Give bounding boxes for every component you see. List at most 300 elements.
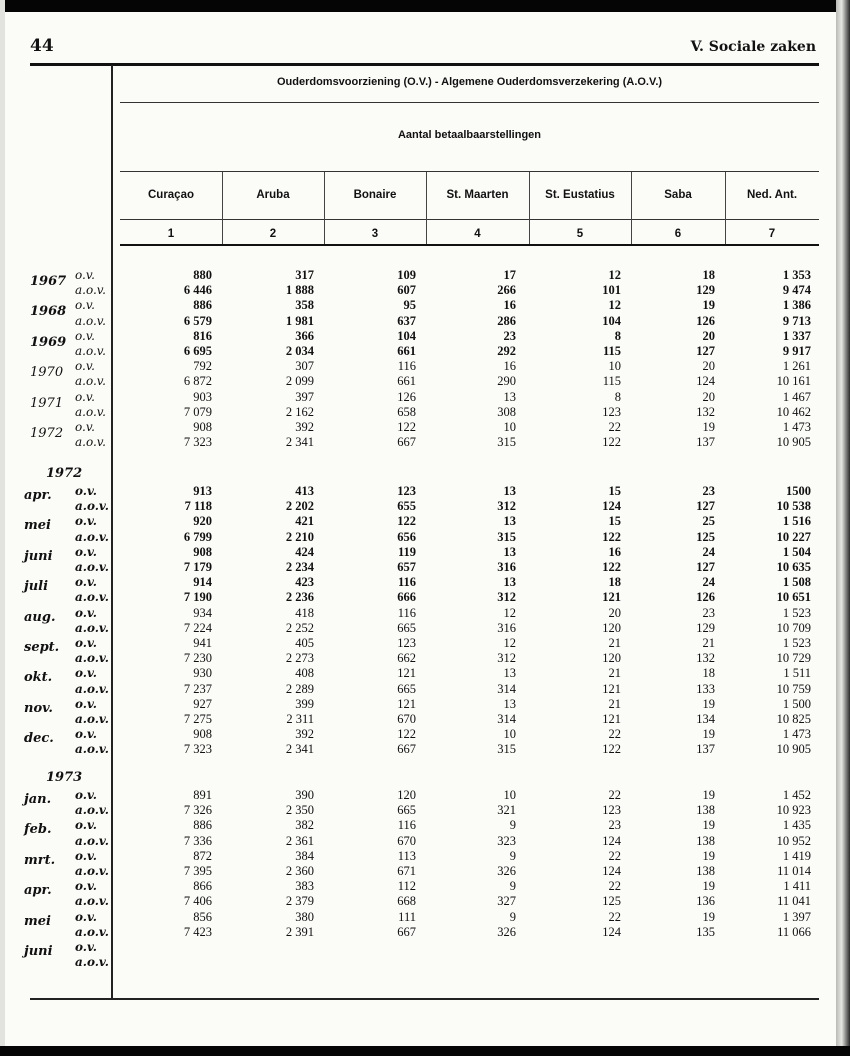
column-header: Bonaire: [353, 189, 397, 201]
table-cell: 7 423: [183, 924, 212, 939]
table-cell: 6 446: [183, 283, 212, 298]
table-cell: 124: [602, 864, 621, 878]
table-cell: 1 504: [782, 544, 811, 559]
table-cell: 22: [608, 727, 621, 742]
table-cell: 23: [702, 605, 715, 620]
table-cell: 21: [608, 666, 621, 681]
table-cell: 137: [696, 742, 715, 757]
table-cell: 10 538: [776, 499, 811, 514]
column-number: 7: [768, 228, 776, 240]
table-cell: 1 523: [782, 636, 811, 650]
table-cell: 111: [398, 909, 416, 924]
page-number: 44: [30, 36, 54, 56]
table-cell: 323: [497, 833, 516, 848]
row-kind: o.v.: [75, 268, 95, 282]
table-cell: 138: [696, 864, 715, 878]
month-label: aug.: [24, 609, 56, 625]
table-cell: 116: [397, 818, 416, 833]
table-cell: 392: [295, 420, 314, 434]
row-kind: a.o.v.: [75, 924, 109, 939]
table-cell: 390: [295, 788, 314, 802]
table-cell: 2 341: [285, 742, 314, 757]
table-cell: 132: [696, 651, 715, 666]
table-cell: 8: [614, 389, 621, 404]
table-cell: 16: [503, 359, 516, 374]
row-kind: a.o.v.: [75, 955, 109, 970]
row-kind: a.o.v.: [75, 742, 109, 757]
table-cell: 657: [397, 560, 416, 574]
month-label: feb.: [24, 822, 52, 838]
table-cell: 16: [503, 298, 516, 313]
table-cell: 7 179: [183, 560, 212, 574]
row-kind: o.v.: [75, 359, 95, 374]
table-cell: 2 202: [285, 499, 314, 514]
table-cell: 23: [702, 484, 715, 498]
row-kind: a.o.v.: [75, 313, 106, 328]
table-cell: 908: [193, 544, 212, 559]
table-cell: 423: [295, 575, 314, 590]
table-cell: 1 473: [782, 727, 811, 742]
table-cell: 1 337: [782, 328, 811, 343]
table-cell: 21: [702, 636, 715, 650]
table-cell: 9: [509, 879, 516, 894]
band-rule: [120, 102, 819, 103]
table-cell: 9 713: [782, 313, 811, 328]
table-cell: 667: [397, 435, 416, 450]
table-cell: 934: [193, 605, 212, 620]
row-kind: a.o.v.: [75, 712, 109, 726]
table-cell: 10 952: [776, 833, 811, 848]
table-cell: 19: [702, 420, 715, 434]
table-cell: 15: [608, 514, 621, 529]
table-cell: 872: [193, 848, 212, 863]
row-kind: o.v.: [75, 420, 95, 434]
table-cell: 7 275: [183, 712, 212, 726]
table-cell: 316: [497, 620, 516, 635]
bottom-rule: [30, 998, 819, 1000]
table-cell: 2 236: [285, 590, 314, 605]
table-cell: 126: [696, 313, 715, 328]
table-cell: 137: [696, 435, 715, 450]
table-cell: 21: [608, 636, 621, 650]
table-cell: 920: [193, 514, 212, 529]
table-cell: 2 034: [285, 344, 314, 358]
table-cell: 405: [295, 636, 314, 650]
table-cell: 12: [503, 636, 516, 650]
table-cell: 112: [397, 879, 416, 894]
table-cell: 19: [702, 298, 715, 313]
year-label: 1967: [30, 274, 67, 289]
column-header: Aruba: [256, 189, 290, 201]
month-label: juli: [24, 579, 49, 595]
table-cell: 132: [696, 404, 715, 419]
table-cell: 321: [497, 803, 516, 818]
table-cell: 792: [193, 359, 212, 374]
table-cell: 16: [608, 544, 621, 559]
table-cell: 315: [497, 435, 516, 450]
table-cell: 21: [608, 696, 621, 711]
row-kind: o.v.: [75, 696, 97, 711]
table-cell: 413: [295, 484, 314, 498]
column-header: Saba: [664, 189, 692, 201]
table-cell: 121: [602, 681, 621, 696]
table-cell: 9: [509, 909, 516, 924]
year-label: 1970: [30, 365, 64, 381]
table-cell: 10: [503, 420, 516, 434]
table-cell: 134: [696, 712, 715, 726]
table-cell: 1 500: [782, 696, 811, 711]
table-cell: 23: [503, 328, 516, 343]
table-cell: 10 227: [776, 529, 811, 544]
column-header: Ned. Ant.: [746, 189, 798, 201]
table-cell: 1 981: [285, 313, 314, 328]
table-cell: 7 323: [183, 742, 212, 757]
row-kind: a.o.v.: [75, 590, 109, 605]
table-cell: 124: [696, 374, 715, 389]
row-kind: a.o.v.: [75, 620, 109, 635]
table-cell: 13: [503, 484, 516, 498]
table-cell: 7 224: [183, 620, 212, 635]
row-kind: a.o.v.: [75, 833, 109, 848]
table-cell: 866: [193, 879, 212, 894]
table-cell: 316: [497, 560, 516, 574]
table-cell: 307: [295, 359, 314, 374]
row-kind: a.o.v.: [75, 404, 106, 419]
table-cell: 315: [497, 529, 516, 544]
table-cell: 667: [397, 742, 416, 757]
table-cell: 8: [614, 328, 621, 343]
row-kind: a.o.v.: [75, 894, 109, 909]
table-cell: 113: [397, 848, 416, 863]
column-number: 3: [371, 228, 379, 240]
row-kind: a.o.v.: [75, 499, 109, 514]
scan-left-edge: [0, 0, 5, 1056]
table-cell: 13: [503, 544, 516, 559]
table-cell: 7 079: [183, 404, 212, 419]
table-cell: 914: [193, 575, 212, 590]
row-kind: o.v.: [75, 818, 97, 833]
table-cell: 10 923: [776, 803, 811, 818]
table-cell: 1 467: [782, 389, 811, 404]
table-cell: 1 511: [783, 666, 811, 681]
table-cell: 129: [696, 283, 715, 298]
stub-column-rule: [111, 65, 113, 998]
month-label: jan.: [24, 792, 52, 807]
row-kind: a.o.v.: [75, 681, 109, 696]
table-cell: 125: [696, 529, 715, 544]
table-cell: 122: [602, 742, 621, 757]
table-cell: 123: [397, 636, 416, 650]
table-cell: 1 397: [782, 909, 811, 924]
table-cell: 6 872: [183, 374, 212, 389]
table-cell: 20: [608, 605, 621, 620]
column-number-rule: [120, 244, 819, 246]
table-cell: 7 395: [183, 864, 212, 878]
table-cell: 22: [608, 788, 621, 802]
table-cell: 15: [608, 484, 621, 498]
table-cell: 880: [193, 268, 212, 282]
table-cell: 19: [702, 879, 715, 894]
table-cell: 671: [397, 864, 416, 878]
column-number: 6: [674, 228, 682, 240]
table-cell: 10 905: [776, 435, 811, 450]
row-kind: a.o.v.: [75, 864, 109, 878]
table-cell: 308: [497, 404, 516, 419]
table-cell: 13: [503, 575, 516, 590]
month-label: sept.: [24, 640, 60, 655]
table-cell: 6 799: [183, 529, 212, 544]
table-cell: 18: [608, 575, 621, 590]
table-cell: 421: [295, 514, 314, 529]
table-cell: 135: [696, 924, 715, 939]
table-cell: 6 695: [183, 344, 212, 358]
table-cell: 10 651: [776, 590, 811, 605]
table-cell: 314: [497, 712, 516, 726]
table-cell: 120: [397, 788, 416, 802]
month-label: apr.: [24, 883, 52, 899]
table-cell: 7 326: [183, 803, 212, 818]
table-cell: 22: [608, 848, 621, 863]
table-cell: 20: [702, 328, 715, 343]
table-cell: 104: [602, 313, 621, 328]
table-cell: 2 360: [285, 864, 314, 878]
table-cell: 1 452: [782, 788, 811, 802]
table-cell: 9 917: [782, 344, 811, 358]
column-number: 4: [474, 228, 481, 240]
table-cell: 418: [295, 605, 314, 620]
table-cell: 655: [397, 499, 416, 514]
group-year-label: 1973: [46, 770, 83, 785]
table-cell: 125: [602, 894, 621, 909]
table-cell: 2 391: [285, 924, 314, 939]
table-cell: 11 014: [777, 864, 811, 878]
table-cell: 1 353: [782, 268, 811, 282]
table-cell: 891: [193, 788, 212, 802]
table-cell: 19: [702, 909, 715, 924]
month-label: apr.: [24, 488, 52, 503]
table-cell: 661: [397, 344, 416, 358]
table-cell: 121: [397, 696, 416, 711]
row-kind: o.v.: [75, 514, 97, 529]
table-cell: 22: [608, 909, 621, 924]
group-year-label: 1972: [46, 466, 83, 481]
table-cell: 10 161: [776, 374, 811, 389]
table-cell: 126: [397, 389, 416, 404]
table-cell: 136: [696, 894, 715, 909]
table-cell: 312: [497, 651, 516, 666]
table-cell: 13: [503, 389, 516, 404]
table-cell: 121: [602, 590, 621, 605]
table-cell: 9 474: [782, 283, 811, 298]
row-kind: o.v.: [75, 940, 97, 954]
table-cell: 1 508: [782, 575, 811, 590]
table-cell: 11 041: [777, 894, 811, 909]
table-cell: 2 252: [285, 620, 314, 635]
table-cell: 10 635: [776, 560, 811, 574]
table-cell: 1 261: [782, 359, 811, 374]
table-cell: 7 336: [183, 833, 212, 848]
table-cell: 665: [397, 620, 416, 635]
table-cell: 2 099: [285, 374, 314, 389]
scan-bottom-border: [0, 1046, 850, 1056]
table-cell: 383: [295, 879, 314, 894]
table-cell: 670: [397, 712, 416, 726]
table-cell: 10: [503, 727, 516, 742]
column-number: 1: [167, 228, 175, 240]
table-cell: 1 419: [782, 848, 811, 863]
table-cell: 661: [397, 374, 416, 389]
table-cell: 326: [497, 864, 516, 878]
table-cell: 10 825: [776, 712, 811, 726]
table-cell: 116: [397, 359, 416, 374]
table-cell: 10 905: [776, 742, 811, 757]
table-cell: 122: [602, 435, 621, 450]
table-cell: 11 066: [777, 924, 811, 939]
table-cell: 665: [397, 803, 416, 818]
year-label: 1968: [30, 304, 67, 320]
table-cell: 10: [608, 359, 621, 374]
table-cell: 670: [397, 833, 416, 848]
table-cell: 327: [497, 894, 516, 909]
table-cell: 366: [295, 328, 314, 343]
table-cell: 129: [696, 620, 715, 635]
year-label: 1972: [30, 426, 64, 441]
table-cell: 23: [608, 818, 621, 833]
table-cell: 13: [503, 514, 516, 529]
table-cell: 668: [397, 894, 416, 909]
table-cell: 2 273: [285, 651, 314, 666]
table-cell: 662: [397, 651, 416, 666]
table-cell: 19: [702, 818, 715, 833]
table-cell: 19: [702, 727, 715, 742]
table-cell: 666: [397, 590, 416, 605]
table-cell: 1 888: [285, 283, 314, 298]
table-cell: 908: [193, 727, 212, 742]
table-cell: 122: [397, 420, 416, 434]
month-label: juni: [24, 548, 53, 564]
table-cell: 120: [602, 651, 621, 666]
month-label: mei: [24, 518, 51, 534]
row-kind: o.v.: [75, 909, 97, 924]
table-cell: 133: [696, 681, 715, 696]
table-cell: 380: [295, 909, 314, 924]
table-cell: 2 350: [285, 803, 314, 818]
table-cell: 10 462: [776, 404, 811, 419]
table-cell: 315: [497, 742, 516, 757]
month-label: mrt.: [24, 852, 56, 868]
table-cell: 13: [503, 696, 516, 711]
table-cell: 24: [702, 575, 715, 590]
table-cell: 116: [397, 575, 416, 590]
table-cell: 314: [497, 681, 516, 696]
table-cell: 2 341: [285, 435, 314, 450]
table-cell: 941: [193, 636, 212, 650]
table-cell: 19: [702, 696, 715, 711]
table-cell: 138: [696, 833, 715, 848]
table-cell: 886: [193, 298, 212, 313]
table-cell: 101: [602, 283, 621, 298]
row-kind: o.v.: [75, 636, 97, 650]
row-kind: a.o.v.: [75, 344, 106, 358]
table-cell: 18: [702, 268, 715, 282]
table-cell: 856: [193, 909, 212, 924]
subtitle-rule: [120, 171, 819, 172]
table-cell: 7 190: [183, 590, 212, 605]
row-kind: o.v.: [75, 605, 97, 620]
table-cell: 10 709: [776, 620, 811, 635]
table-cell: 358: [295, 298, 314, 313]
table-cell: 115: [602, 344, 621, 358]
row-kind: o.v.: [75, 788, 97, 802]
table-cell: 312: [497, 590, 516, 605]
table-cell: 121: [602, 712, 621, 726]
table-cell: 1 386: [782, 298, 811, 313]
table-cell: 1 411: [783, 879, 811, 894]
table-cell: 326: [497, 924, 516, 939]
table-cell: 2 311: [286, 712, 314, 726]
table-cell: 7 118: [184, 499, 212, 514]
table-cell: 930: [193, 666, 212, 681]
table-cell: 121: [397, 666, 416, 681]
table-cell: 17: [503, 268, 516, 282]
table-cell: 7 406: [183, 894, 212, 909]
table-cell: 1500: [786, 484, 811, 498]
table-cell: 2 289: [285, 681, 314, 696]
table-cell: 2 379: [285, 894, 314, 909]
table-cell: 384: [295, 848, 314, 863]
table-cell: 2 162: [285, 404, 314, 419]
header-rule: [120, 219, 819, 220]
table-cell: 109: [397, 268, 416, 282]
table-cell: 22: [608, 420, 621, 434]
table-cell: 397: [295, 389, 314, 404]
table-cell: 6 579: [183, 313, 212, 328]
table-cell: 392: [295, 727, 314, 742]
month-label: mei: [24, 913, 51, 929]
table-cell: 266: [497, 283, 516, 298]
table-cell: 7 323: [183, 435, 212, 450]
month-label: okt.: [24, 670, 53, 686]
table-cell: 10 729: [776, 651, 811, 666]
table-cell: 658: [397, 404, 416, 419]
table-cell: 399: [295, 696, 314, 711]
table-cell: 127: [696, 344, 715, 358]
row-kind: a.o.v.: [75, 374, 106, 389]
table-cell: 2 361: [285, 833, 314, 848]
row-kind: a.o.v.: [75, 283, 106, 298]
row-kind: o.v.: [75, 389, 95, 404]
row-kind: o.v.: [75, 484, 97, 498]
column-header: St. Eustatius: [545, 189, 615, 201]
table-cell: 286: [497, 313, 516, 328]
table-cell: 138: [696, 803, 715, 818]
row-kind: o.v.: [75, 727, 97, 742]
table-cell: 13: [503, 666, 516, 681]
table-cell: 903: [193, 389, 212, 404]
table-cell: 24: [702, 544, 715, 559]
table-cell: 116: [397, 605, 416, 620]
row-kind: o.v.: [75, 544, 97, 559]
top-rule: [30, 63, 819, 66]
table-cell: 290: [497, 374, 516, 389]
row-kind: o.v.: [75, 848, 97, 863]
table-cell: 908: [193, 420, 212, 434]
table-cell: 312: [497, 499, 516, 514]
row-kind: o.v.: [75, 328, 95, 343]
table-cell: 127: [696, 499, 715, 514]
table-cell: 123: [397, 484, 416, 498]
table-cell: 424: [295, 544, 314, 559]
